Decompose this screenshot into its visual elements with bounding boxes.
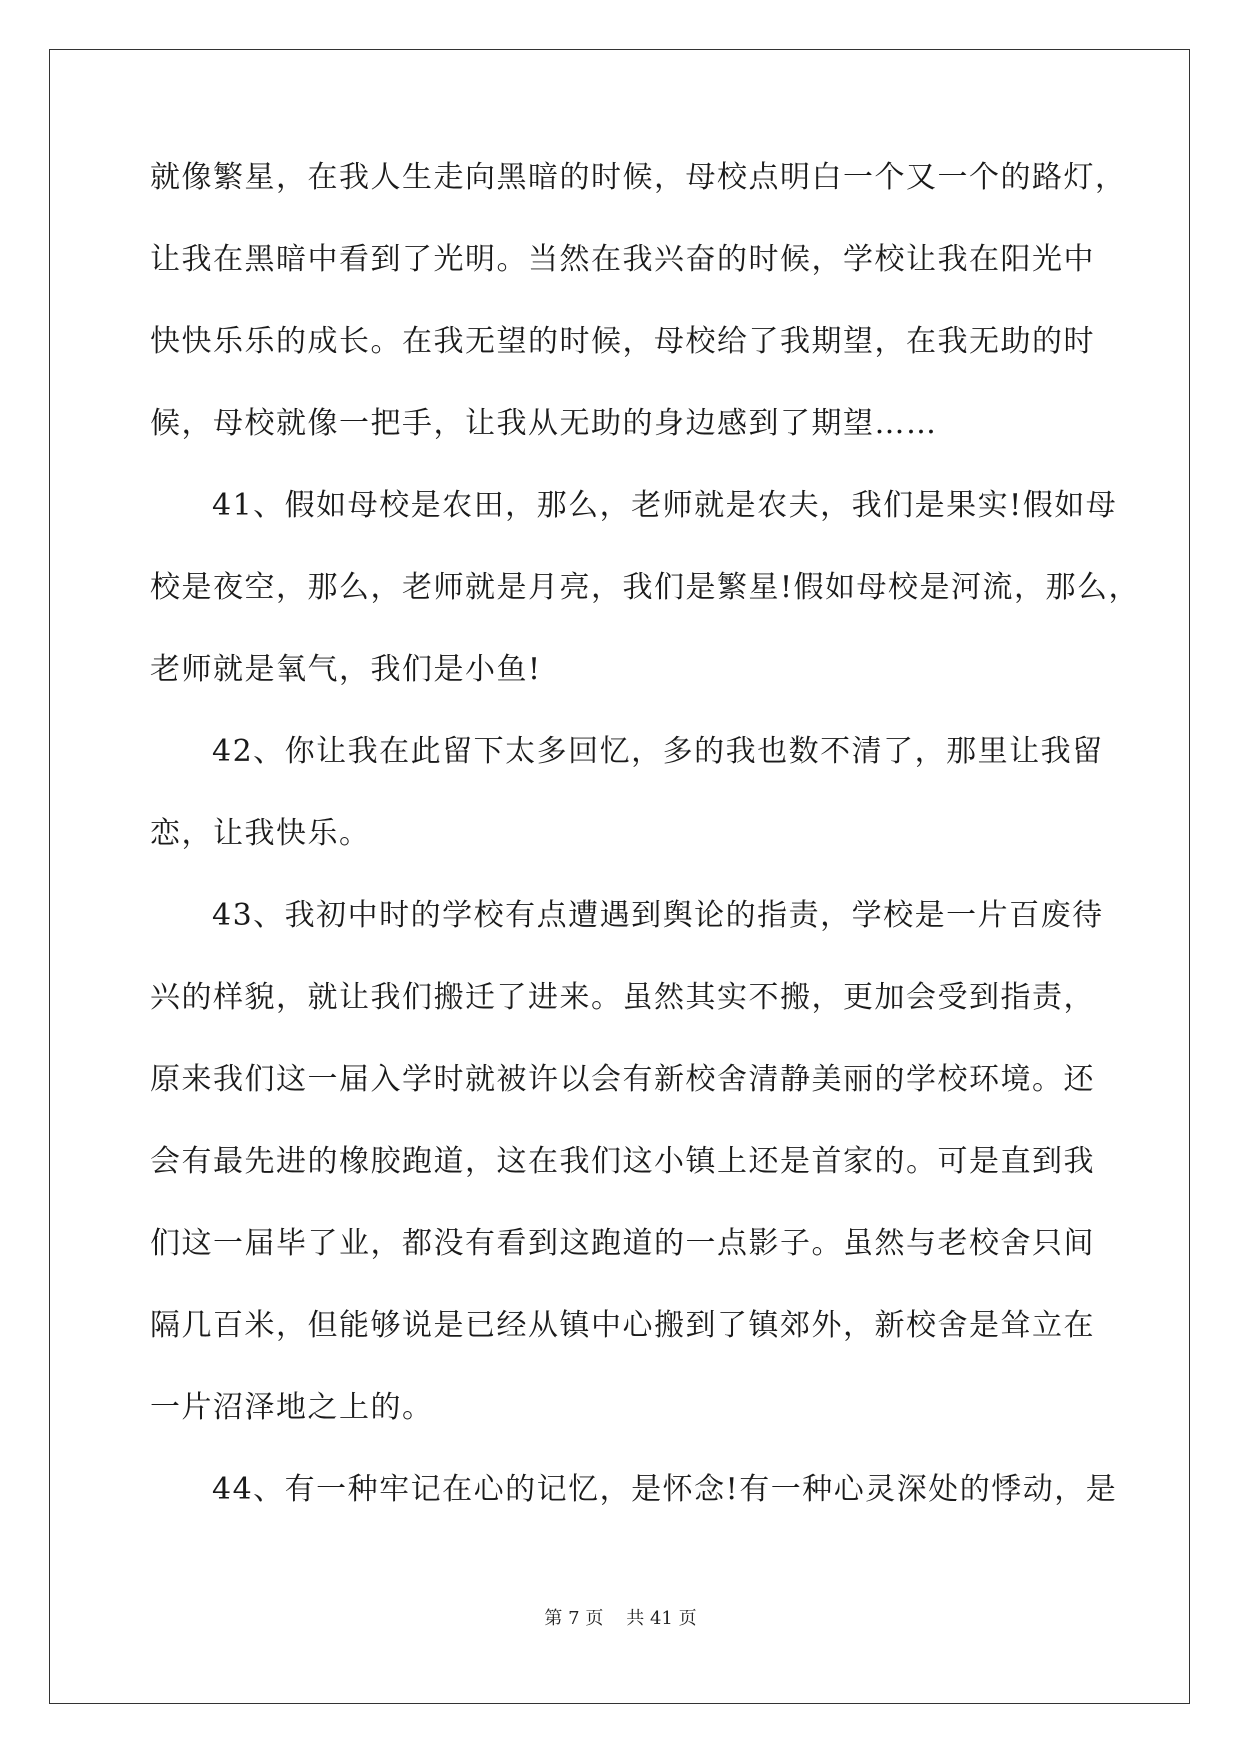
document-body [150,158,1141,1552]
text-line: 快快乐乐的成长。在我无望的时候，母校给了我期望，在我无助的时 [150,324,1095,359]
text-line: 让我在黑暗中看到了光明。当然在我兴奋的时候，学校让我在阳光中 [150,242,1095,277]
paragraph-43-start: 43、我初中时的学校有点遭遇到舆论的指责，学校是一片百废待 [212,898,1104,933]
text-line: 一片沼泽地之上的。 [150,1390,434,1425]
text-line: 候，母校就像一把手，让我从无助的身边感到了期望…… [150,406,938,441]
text-line: 恋，让我快乐。 [150,816,371,851]
total-pages: 共 41 页 [626,1608,697,1629]
text-line: 就像繁星，在我人生走向黑暗的时候，母校点明白一个又一个的路灯， [150,160,1127,195]
paragraph-44-start: 44、有一种牢记在心的记忆，是怀念!有一种心灵深处的悸动，是 [212,1472,1118,1507]
text-line: 隔几百米，但能够说是已经从镇中心搬到了镇郊外，新校舍是耸立在 [150,1308,1095,1343]
text-line: 老师就是氧气，我们是小鱼! [150,652,542,687]
page-footer [0,1607,1241,1631]
paragraph-41-start: 41、假如母校是农田，那么，老师就是农夫，我们是果实!假如母 [212,488,1118,523]
text-line: 校是夜空，那么，老师就是月亮，我们是繁星!假如母校是河流，那么， [150,570,1141,605]
text-line: 原来我们这一届入学时就被许以会有新校舍清静美丽的学校环境。还 [150,1062,1095,1097]
paragraph-42-start: 42、你让我在此留下太多回忆，多的我也数不清了，那里让我留 [212,734,1104,769]
text-line: 兴的样貌，就让我们搬迁了进来。虽然其实不搬，更加会受到指责， [150,980,1095,1015]
text-line: 们这一届毕了业，都没有看到这跑道的一点影子。虽然与老校舍只间 [150,1226,1095,1261]
text-line: 会有最先进的橡胶跑道，这在我们这小镇上还是首家的。可是直到我 [150,1144,1095,1179]
page-number: 第 7 页 [544,1608,604,1629]
